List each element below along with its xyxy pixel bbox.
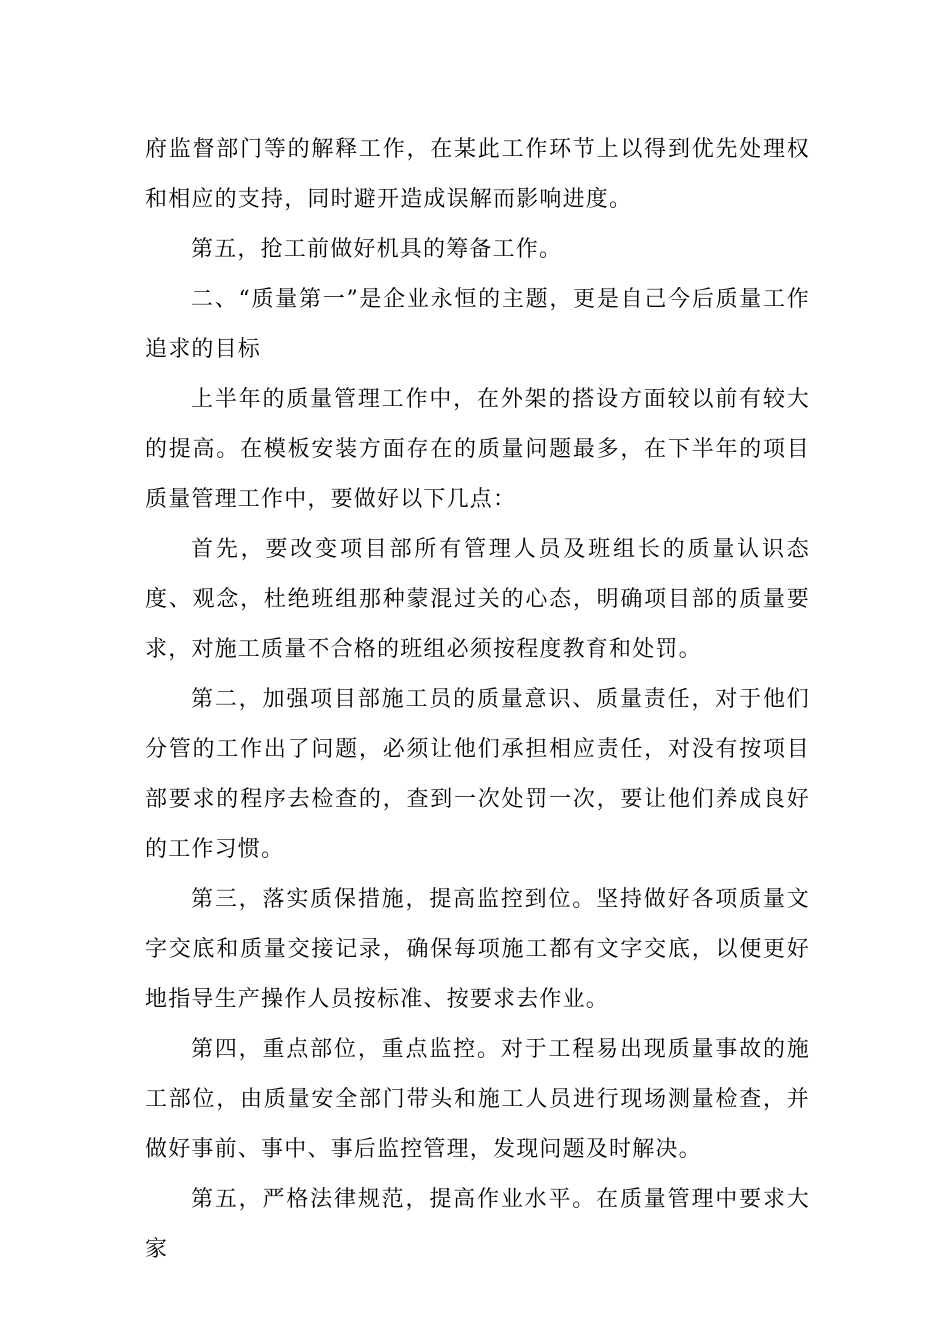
document-body <box>145 125 810 1275</box>
paragraph-second-point: 第二，加强项目部施工员的质量意识、质量责任，对于他们分管的工作出了问题，必须让他们承担相应责任，对没有按项目部要求的程序去检查的，查到一次处罚一次，要让他们养成良好的工作习惯。 <box>145 687 810 862</box>
paragraph-equipment-preparation: 第五，抢工前做好机具的筹备工作。 <box>191 237 563 262</box>
paragraph-first-half-review: 上半年的质量管理工作中，在外架的搭设方面较以前有较大的提高。在模板安装方面存在的质量问题最多，在下半年的项目质量管理工作中，要做好以下几点： <box>145 387 810 512</box>
paragraph-fifth-point: 第五，严格法律规范，提高作业水平。在质量管理中要求大家 <box>145 1187 810 1262</box>
paragraph-third-point: 第三，落实质保措施，提高监控到位。坚持做好各项质量文字交底和质量交接记录，确保每项施工都有文字交底，以便更好地指导生产操作人员按标准、按要求去作业。 <box>145 887 810 1012</box>
paragraph-first-point: 首先，要改变项目部所有管理人员及班组长的质量认识态度、观念，杜绝班组那种蒙混过关的心态，明确项目部的质量要求，对施工质量不合格的班组必须按程度教育和处罚。 <box>145 537 810 662</box>
section-heading-quality-first: 二、“质量第一”是企业永恒的主题，更是自己今后质量工作追求的目标 <box>145 287 810 362</box>
paragraph-fourth-point: 第四，重点部位，重点监控。对于工程易出现质量事故的施工部位，由质量安全部门带头和施工人员进行现场测量检查，并做好事前、事中、事后监控管理，发现问题及时解决。 <box>145 1037 810 1162</box>
paragraph-continuation: 府监督部门等的解释工作，在某此工作环节上以得到优先处理权和相应的支持，同时避开造成误解而影响进度。 <box>145 137 810 212</box>
